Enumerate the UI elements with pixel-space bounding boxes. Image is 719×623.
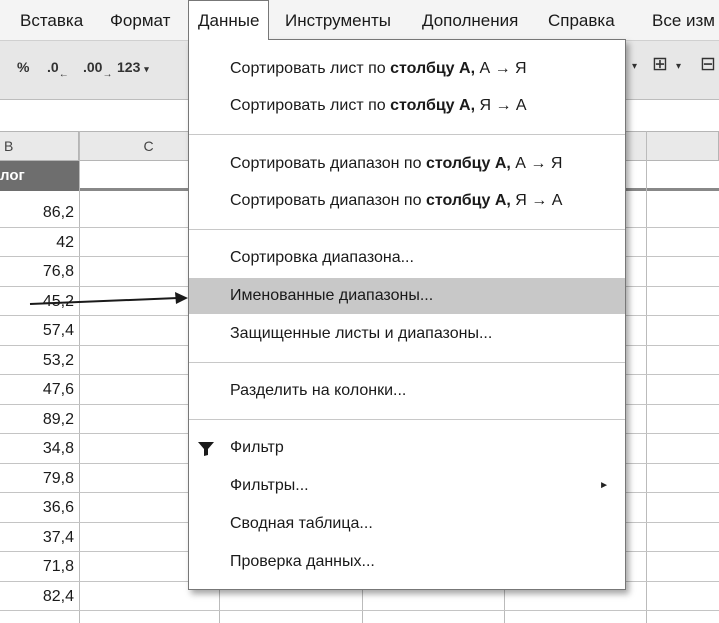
percent-format-button[interactable]: % <box>17 59 30 75</box>
cell-value[interactable]: 57,4 <box>42 322 74 339</box>
cell-value[interactable]: 76,8 <box>42 263 74 280</box>
menu-addons[interactable]: Дополнения <box>422 11 519 30</box>
menu-item-filters-label: Фильтры... <box>230 477 309 494</box>
menu-item-pivot-table[interactable]: Сводная таблица... <box>230 515 373 532</box>
item-text-bold: столбцу А, <box>390 60 476 77</box>
cell-value[interactable]: 79,8 <box>42 469 74 487</box>
item-text: Я → А <box>510 192 563 209</box>
column-header-c[interactable]: C <box>79 131 219 161</box>
menu-item-named-ranges[interactable]: Именованные диапазоны... <box>189 278 625 314</box>
chevron-down-icon[interactable]: ▾ <box>676 61 682 72</box>
menu-item-sort-range[interactable]: Сортировка диапазона... <box>230 249 414 266</box>
menu-item-data-validation[interactable]: Проверка данных... <box>230 553 375 570</box>
column-header-b[interactable]: B <box>0 131 79 161</box>
chevron-down-icon: ▾ <box>144 64 149 74</box>
cell-value[interactable]: 34,8 <box>42 440 74 457</box>
menu-item-filter-label: Фильтр <box>230 439 284 456</box>
increase-decimal-label: .00 <box>83 59 103 75</box>
menu-insert[interactable]: Вставка <box>20 11 84 30</box>
item-text: А → Я <box>475 60 527 77</box>
item-text-bold: столбцу А, <box>390 97 476 114</box>
borders-icon[interactable]: ⊞ <box>652 54 668 75</box>
menu-help[interactable]: Справка <box>548 11 615 30</box>
cell-value[interactable]: 45,2 <box>42 292 74 310</box>
chevron-down-icon[interactable]: ▾ <box>632 61 638 72</box>
item-text: Сортировать диапазон по <box>230 155 426 172</box>
item-text-bold: столбцу А, <box>425 192 511 209</box>
item-text: Сортировать лист по <box>230 97 391 114</box>
cell-value[interactable]: 89,2 <box>42 410 74 428</box>
cell-value[interactable]: 47,6 <box>42 381 74 398</box>
menu-data[interactable]: Данные <box>188 0 269 40</box>
item-text: Сортировать лист по <box>230 60 391 77</box>
menu-item-protected-sheets[interactable]: Защищенные листы и диапазоны... <box>230 325 493 342</box>
cell-value[interactable]: 42 <box>56 233 74 251</box>
header-cell-text: лог <box>0 167 25 184</box>
merge-icon[interactable]: ⊟ <box>700 54 716 75</box>
menu-all-changes[interactable]: Все изм <box>652 11 715 30</box>
cell-value[interactable]: 36,6 <box>42 499 74 516</box>
menu-format[interactable]: Формат <box>110 11 171 30</box>
item-text-bold: столбцу А, <box>425 155 511 172</box>
menu-item-split-columns[interactable]: Разделить на колонки... <box>230 382 407 399</box>
cell-value[interactable]: 82,4 <box>42 587 74 605</box>
item-text: Я → А <box>475 97 527 114</box>
submenu-arrow-icon: ► <box>599 480 609 491</box>
arrow-left-icon: ← <box>58 69 69 80</box>
cell-value[interactable]: 53,2 <box>42 351 74 369</box>
item-text: Сортировать диапазон по <box>230 192 426 209</box>
menu-tools[interactable]: Инструменты <box>285 11 392 30</box>
cell-value[interactable]: 71,8 <box>42 558 74 575</box>
arrow-right-icon: → <box>102 69 113 80</box>
cell-value[interactable]: 37,4 <box>42 528 74 546</box>
cell-value[interactable]: 86,2 <box>42 204 74 221</box>
item-text: А → Я <box>510 155 563 172</box>
number-format-label: 123 <box>117 59 141 75</box>
decrease-decimal-label: .0 <box>47 59 59 75</box>
